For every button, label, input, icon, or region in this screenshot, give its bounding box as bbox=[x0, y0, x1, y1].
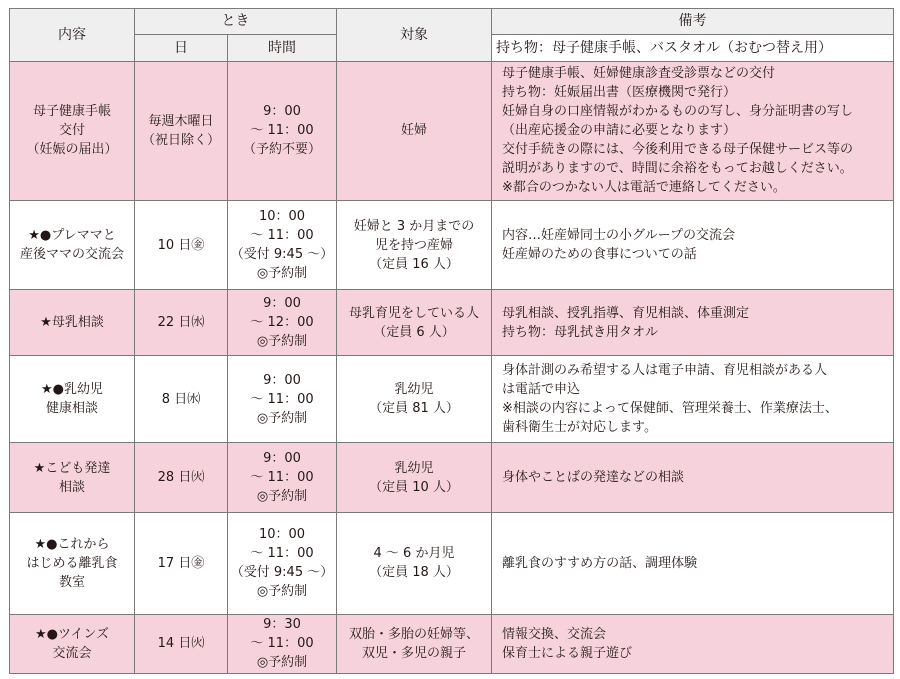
cell-line: ～ 11：00 bbox=[250, 470, 314, 486]
cell-line: 児を持つ産婦 bbox=[374, 237, 453, 253]
cell-line: ★●乳幼児 bbox=[41, 382, 103, 398]
target-cell bbox=[337, 200, 492, 290]
cell-line: 情報交換、交流会 bbox=[502, 626, 607, 642]
cell-line: 妊婦 bbox=[400, 123, 427, 139]
cell-line: 10 日㊎ bbox=[157, 237, 205, 253]
time-cell bbox=[228, 62, 337, 201]
cell-line: （定員 81 人） bbox=[369, 401, 459, 417]
cell-line: 乳幼児 bbox=[394, 460, 434, 476]
cell-line: 交付 bbox=[58, 123, 85, 139]
cell-line: 説明がありますので、時間に余裕をもってお越しください。 bbox=[502, 161, 853, 177]
day-cell bbox=[135, 443, 228, 512]
target-cell bbox=[337, 62, 492, 201]
cell-line: ～ 11：00 bbox=[250, 228, 314, 244]
day-cell bbox=[135, 290, 228, 355]
time-cell bbox=[228, 443, 337, 512]
cell-line: （出産応援金の申請に必要となります） bbox=[502, 123, 737, 139]
cell-line: 28 日㈫ bbox=[157, 470, 205, 486]
table-row bbox=[10, 355, 894, 443]
table-row bbox=[10, 443, 894, 512]
cell-line: ★母乳相談 bbox=[40, 315, 104, 331]
notes-cell bbox=[492, 290, 894, 355]
table-row bbox=[10, 62, 894, 201]
cell-line: ◎予約制 bbox=[256, 410, 308, 426]
cell-line: 4 ～ 6 か月児 bbox=[373, 546, 455, 562]
cell-line: 9：00 bbox=[263, 296, 301, 312]
cell-line: ◎予約制 bbox=[256, 489, 308, 505]
content-cell bbox=[10, 290, 135, 355]
table-row bbox=[10, 200, 894, 290]
cell-line: 17 日㊎ bbox=[157, 555, 205, 571]
time-cell bbox=[228, 512, 337, 614]
target-cell bbox=[337, 614, 492, 673]
cell-line: ★こども発達 bbox=[33, 460, 111, 476]
cell-line: 内容…妊産婦同士の小グループの交流会 bbox=[502, 228, 735, 244]
day-cell bbox=[135, 512, 228, 614]
day-cell bbox=[135, 614, 228, 673]
cell-line: 持ち物：母乳拭き用タオル bbox=[502, 324, 659, 340]
cell-line: （定員 18 人） bbox=[369, 565, 459, 581]
content-cell bbox=[10, 62, 135, 201]
cell-line: 身体やことばの発達などの相談 bbox=[502, 470, 685, 486]
cell-line: 母子健康手帳、妊婦健康診査受診票などの交付 bbox=[502, 66, 776, 82]
notes-cell bbox=[492, 355, 894, 443]
cell-line: 産後ママの交流会 bbox=[19, 247, 124, 263]
header-content: 内容 bbox=[10, 9, 135, 62]
notes-cell bbox=[492, 200, 894, 290]
cell-line: 教室 bbox=[58, 574, 85, 590]
cell-line: はじめる離乳食 bbox=[26, 555, 118, 571]
table-row bbox=[10, 512, 894, 614]
content-cell bbox=[10, 355, 135, 443]
cell-line: ◎予約制 bbox=[256, 655, 308, 671]
cell-line: 14 日㈫ bbox=[157, 636, 205, 652]
cell-line: 妊婦と 3 か月までの bbox=[353, 218, 475, 234]
table-row bbox=[10, 290, 894, 355]
cell-line: 9：30 bbox=[263, 617, 301, 633]
cell-line: 乳幼児 bbox=[394, 382, 434, 398]
cell-line: 保育士による親子遊び bbox=[502, 645, 633, 661]
cell-line: 母子健康手帳 bbox=[32, 104, 111, 120]
table-row bbox=[10, 614, 894, 673]
cell-line: ～ 11：00 bbox=[250, 546, 314, 562]
cell-line: 9：00 bbox=[263, 104, 301, 120]
header-notes: 備考 bbox=[492, 9, 894, 35]
cell-line: （受付 9:45 ～） bbox=[230, 565, 334, 581]
notes-cell bbox=[492, 443, 894, 512]
cell-line: ◎予約制 bbox=[256, 584, 308, 600]
cell-line: （祝日除く） bbox=[141, 132, 220, 148]
cell-line: ★●これから bbox=[34, 536, 110, 552]
notes-cell bbox=[492, 512, 894, 614]
cell-line: ※都合のつかない人は電話で連絡してください。 bbox=[502, 180, 786, 196]
header-time: 時間 bbox=[228, 35, 337, 62]
header-notes-belongings: 持ち物：母子健康手帳、バスタオル（おむつ替え用） bbox=[492, 35, 894, 62]
content-cell bbox=[10, 614, 135, 673]
cell-line: ～ 12：00 bbox=[250, 315, 314, 331]
content-cell bbox=[10, 512, 135, 614]
cell-line: ★●ツインズ bbox=[35, 626, 109, 642]
cell-line: 母乳相談、授乳指導、育児相談、体重測定 bbox=[502, 305, 750, 321]
schedule-table bbox=[9, 8, 894, 674]
cell-line: 10：00 bbox=[258, 527, 306, 543]
target-cell bbox=[337, 355, 492, 443]
cell-line: 22 日㈬ bbox=[157, 315, 205, 331]
notes-cell bbox=[492, 614, 894, 673]
cell-line: ～ 11：00 bbox=[250, 391, 314, 407]
time-cell bbox=[228, 355, 337, 443]
cell-line: （定員 6 人） bbox=[373, 324, 455, 340]
cell-line: ～ 11：00 bbox=[250, 123, 314, 139]
cell-line: 妊婦自身の口座情報がわかるものの写し、身分証明書の写し bbox=[502, 104, 854, 120]
day-cell bbox=[135, 62, 228, 201]
target-cell bbox=[337, 290, 492, 355]
cell-line: 健康相談 bbox=[45, 401, 98, 417]
time-cell bbox=[228, 290, 337, 355]
header-target: 対象 bbox=[337, 9, 492, 62]
cell-line: 8 日㈬ bbox=[161, 391, 201, 407]
cell-line: （妊娠の届出） bbox=[26, 142, 118, 158]
cell-line: 身体計測のみ希望する人は電子申請、育児相談がある人 bbox=[502, 363, 828, 379]
cell-line: ◎予約制 bbox=[256, 266, 308, 282]
cell-line: 歯科衛生士が対応します。 bbox=[502, 420, 657, 436]
cell-line: 双児・多児の親子 bbox=[361, 645, 466, 661]
time-cell bbox=[228, 614, 337, 673]
target-cell bbox=[337, 443, 492, 512]
header-when: とき bbox=[135, 9, 337, 35]
cell-line: （予約不要） bbox=[242, 142, 321, 158]
cell-line: 母乳育児をしている人 bbox=[348, 305, 479, 321]
cell-line: 10：00 bbox=[258, 209, 306, 225]
day-cell bbox=[135, 200, 228, 290]
target-cell bbox=[337, 512, 492, 614]
cell-line: 双胎・多胎の妊婦等、 bbox=[348, 626, 479, 642]
time-cell bbox=[228, 200, 337, 290]
content-cell bbox=[10, 200, 135, 290]
cell-line: ～ 11：00 bbox=[250, 636, 314, 652]
cell-line: ★●プレママと bbox=[28, 228, 116, 244]
cell-line: ※相談の内容によって保健師、管理栄養士、作業療法士、 bbox=[502, 401, 838, 417]
cell-line: 離乳食のすすめ方の話、調理体験 bbox=[502, 555, 698, 571]
cell-line: は電話で申込 bbox=[502, 382, 581, 398]
content-cell bbox=[10, 443, 135, 512]
cell-line: 相談 bbox=[58, 479, 85, 495]
cell-line: ◎予約制 bbox=[256, 334, 308, 350]
cell-line: （受付 9:45 ～） bbox=[230, 247, 334, 263]
cell-line: 9：00 bbox=[263, 372, 301, 388]
cell-line: （定員 16 人） bbox=[369, 256, 459, 272]
cell-line: 9：00 bbox=[263, 451, 301, 467]
cell-line: 交付手続きの際には、今後利用できる母子保健サービス等の bbox=[502, 142, 854, 158]
header-day: 日 bbox=[135, 35, 228, 62]
cell-line: 毎週木曜日 bbox=[148, 113, 214, 129]
cell-line: 持ち物：妊娠届出書（医療機関で発行） bbox=[502, 85, 737, 101]
cell-line: 妊産婦のための食事についての話 bbox=[502, 247, 697, 263]
cell-line: 交流会 bbox=[52, 645, 92, 661]
day-cell bbox=[135, 355, 228, 443]
cell-line: （定員 10 人） bbox=[369, 479, 459, 495]
notes-cell bbox=[492, 62, 894, 201]
